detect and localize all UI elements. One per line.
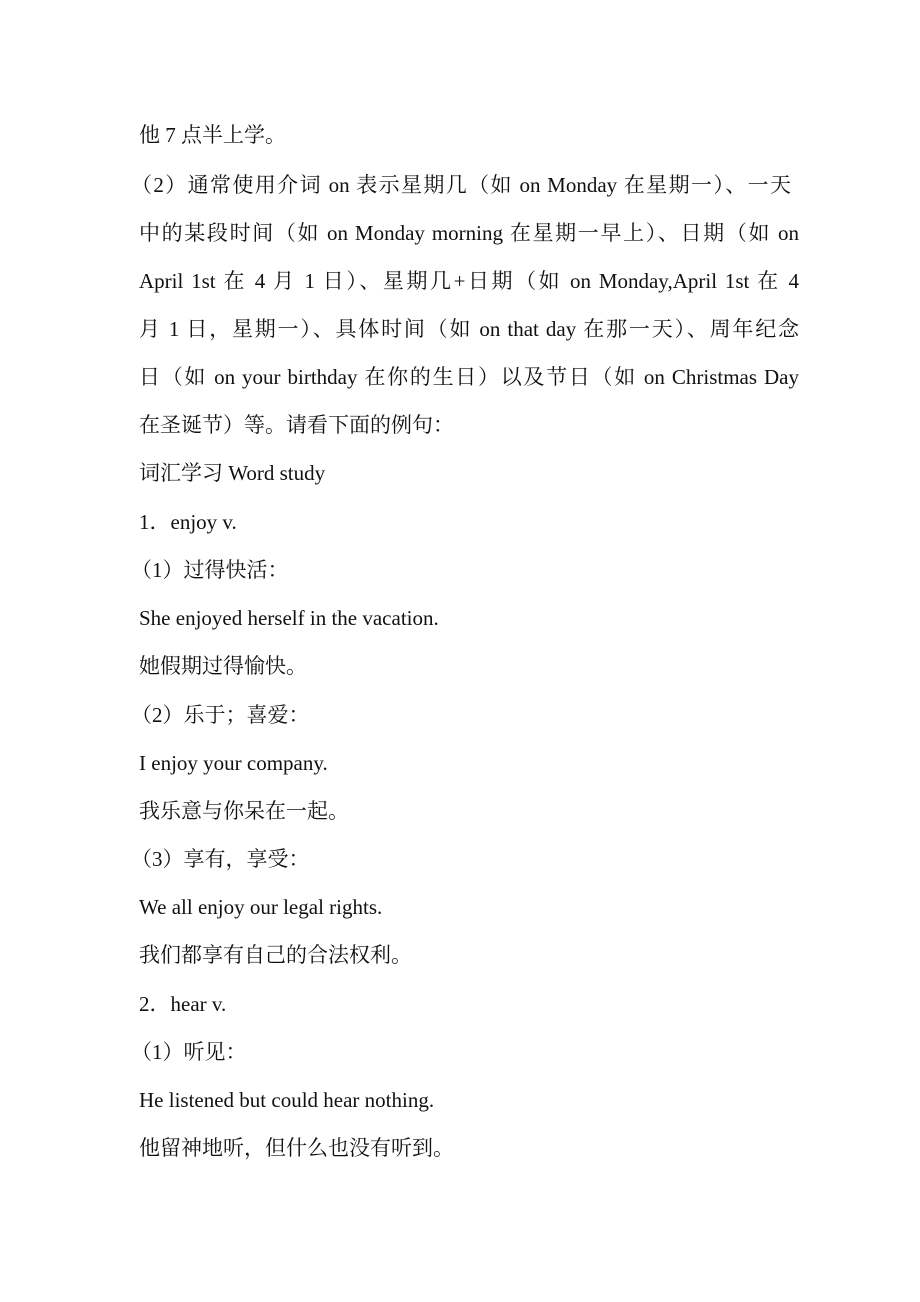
sense-label: （1）听见：	[131, 1040, 247, 1064]
section-title: 词汇学习 Word study	[139, 461, 326, 485]
paragraph-on-line-3: April 1st 在 4 月 1 日）、星期几+日期（如 on Monday,April 1st 在 4	[139, 269, 799, 293]
paragraph-on-line-2: 中的某段时间（如 on Monday morning 在星期一早上）、日期（如 on	[139, 221, 799, 245]
entry-headword: 2．hear v.	[139, 992, 227, 1016]
paragraph-on-line-6: 在圣诞节）等。请看下面的例句：	[139, 413, 454, 437]
example-en: We all enjoy our legal rights.	[139, 895, 383, 919]
example-zh: 我乐意与你呆在一起。	[139, 799, 349, 823]
sense-label: （2）乐于；喜爱：	[131, 703, 310, 727]
example-en: He listened but could hear nothing.	[139, 1088, 435, 1112]
intro-line: 他 7 点半上学。	[139, 123, 286, 147]
example-en: I enjoy your company.	[139, 751, 328, 775]
example-zh: 她假期过得愉快。	[139, 654, 307, 678]
example-zh: 他留神地听，但什么也没有听到。	[139, 1136, 454, 1160]
example-zh: 我们都享有自己的合法权利。	[139, 943, 412, 967]
paragraph-on-line-4: 月 1 日，星期一）、具体时间（如 on that day 在那一天）、周年纪念	[139, 317, 799, 341]
entry-headword: 1．enjoy v.	[139, 510, 237, 534]
example-en: She enjoyed herself in the vacation.	[139, 606, 439, 630]
sense-label: （1）过得快活：	[131, 558, 289, 582]
sense-label: （3）享有，享受：	[131, 847, 310, 871]
paragraph-on-line-5: 日（如 on your birthday 在你的生日）以及节日（如 on Christmas Day	[139, 365, 799, 389]
paragraph-on-line-1: （2）通常使用介词 on 表示星期几（如 on Monday 在星期一）、一天	[131, 173, 791, 197]
